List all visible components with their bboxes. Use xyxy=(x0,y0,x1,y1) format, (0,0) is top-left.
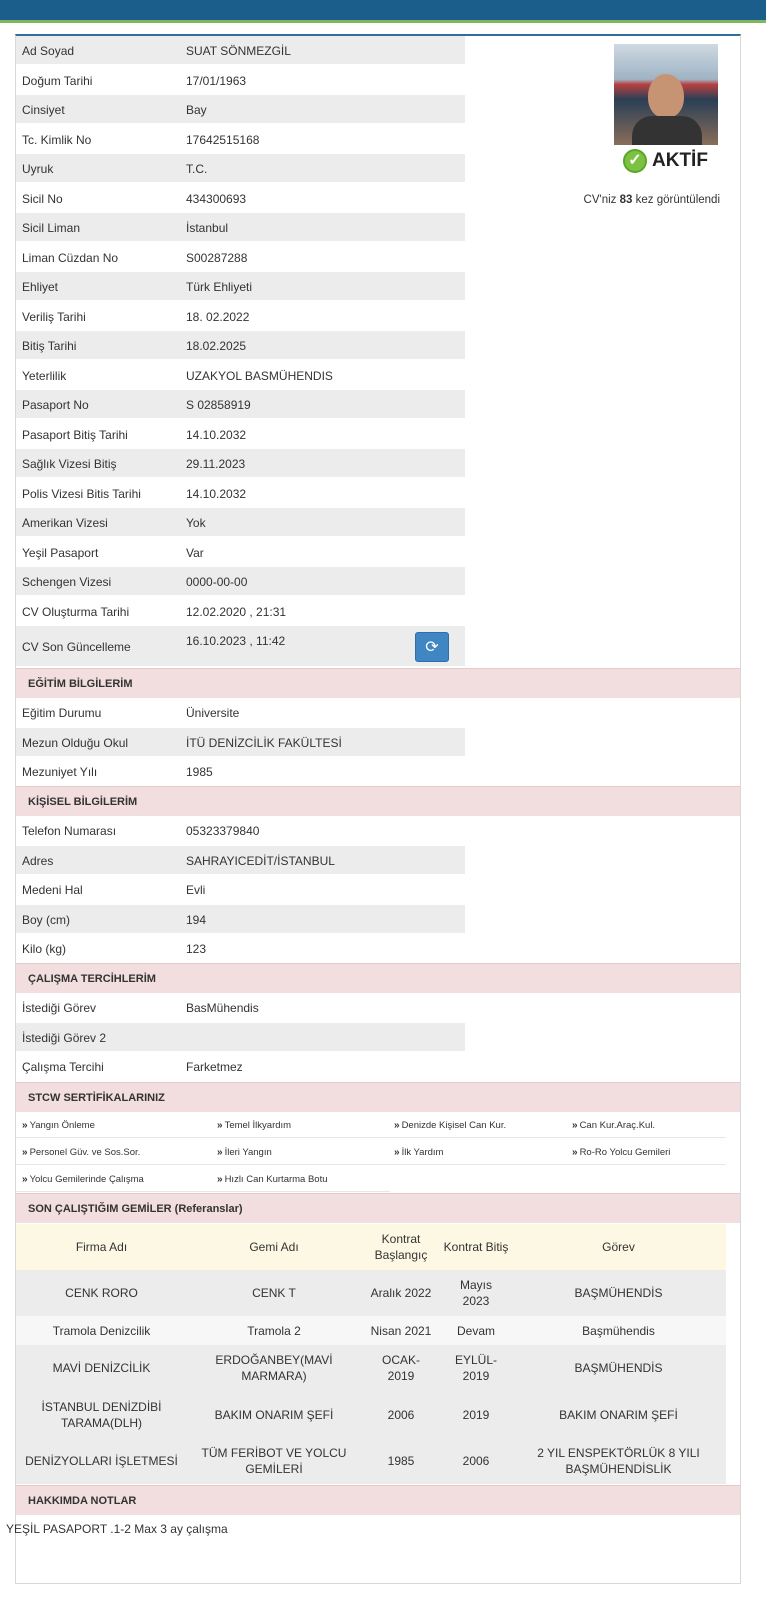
profile-row xyxy=(16,420,465,449)
education-section-title: EĞİTİM BİLGİLERİM xyxy=(28,678,133,690)
education-row xyxy=(16,728,465,757)
profile-label: CV Son Güncelleme xyxy=(22,640,131,654)
profile-row xyxy=(16,508,465,537)
preferences-label: İstediği Görev xyxy=(22,1001,97,1015)
education-section xyxy=(16,668,740,698)
notes-section-title: HAKKIMDA NOTLAR xyxy=(28,1495,137,1507)
profile-row xyxy=(16,36,465,65)
profile-value: 29.11.2023 xyxy=(186,457,246,471)
ships-table-row xyxy=(16,1316,726,1345)
cert-item[interactable] xyxy=(572,1120,655,1131)
profile-row xyxy=(16,538,465,567)
preferences-row xyxy=(16,1023,465,1052)
profile-value: Türk Ehliyeti xyxy=(186,280,253,294)
personal-section xyxy=(16,786,740,816)
profile-value: 18. 02.2022 xyxy=(186,309,250,324)
chevron-right-icon: » xyxy=(572,1147,578,1158)
preferences-row xyxy=(16,1052,465,1081)
ships-section xyxy=(16,1193,740,1223)
cert-item[interactable] xyxy=(217,1120,291,1131)
profile-value: 14.10.2032 xyxy=(186,486,247,501)
preferences-row xyxy=(16,993,465,1022)
personal-row xyxy=(16,934,465,963)
education-label: Eğitim Durumu xyxy=(22,706,102,720)
ships-cell: 2 YIL ENSPEKTÖRLÜK 8 YILI BAŞMÜHENDİSLİK xyxy=(537,1446,700,1476)
view-suffix: kez görüntülendi xyxy=(632,194,720,206)
cert-item[interactable] xyxy=(217,1147,272,1158)
profile-row xyxy=(16,597,465,626)
profile-row xyxy=(16,154,465,183)
profile-label: Bitiş Tarihi xyxy=(22,339,77,353)
check-icon: ✓ xyxy=(623,149,647,173)
ships-table-row xyxy=(16,1438,726,1484)
personal-row xyxy=(16,816,465,845)
chevron-right-icon: » xyxy=(572,1120,578,1131)
profile-row xyxy=(16,213,465,242)
personal-row xyxy=(16,846,465,875)
ships-cell: 2006 xyxy=(387,1407,415,1422)
profile-row xyxy=(16,626,465,667)
cert-label: Can Kur.Araç.Kul. xyxy=(579,1120,656,1131)
profile-row xyxy=(16,302,465,331)
chevron-right-icon: » xyxy=(394,1120,400,1131)
profile-row xyxy=(16,567,465,596)
ships-header-cell: Firma Adı xyxy=(75,1240,128,1254)
profile-value: 16.10.2023 , 11:42 xyxy=(186,634,286,648)
ships-cell: 2019 xyxy=(462,1407,490,1422)
ships-cell: Nisan 2021 xyxy=(370,1323,432,1338)
preferences-section xyxy=(16,963,740,993)
personal-value: Evli xyxy=(186,883,206,897)
view-count xyxy=(560,194,720,206)
profile-label: Ehliyet xyxy=(22,280,59,294)
ships-cell: DENİZYOLLARI İŞLETMESİ xyxy=(25,1454,178,1468)
preferences-label: Çalışma Tercihi xyxy=(22,1060,104,1074)
personal-label: Boy (cm) xyxy=(22,912,70,927)
cert-label: İleri Yangın xyxy=(224,1147,272,1158)
education-value: İTÜ DENİZCİLİK FAKÜLTESİ xyxy=(186,735,342,750)
profile-value: Var xyxy=(186,545,204,560)
ships-table-header xyxy=(16,1224,726,1270)
personal-label: Kilo (kg) xyxy=(22,942,67,956)
personal-value: 05323379840 xyxy=(186,824,260,838)
ships-table-row xyxy=(16,1391,726,1438)
education-value: Üniversite xyxy=(186,706,240,720)
preferences-value: Farketmez xyxy=(186,1060,243,1074)
profile-label: Sicil Liman xyxy=(22,221,81,235)
ships-cell: EYLÜL-2019 xyxy=(454,1353,498,1383)
profile-label: Tc. Kimlik No xyxy=(22,132,92,147)
preferences-value: BasMühendis xyxy=(186,1001,259,1015)
education-value: 1985 xyxy=(186,765,213,779)
ships-header-cell: Kontrat Bitiş xyxy=(443,1240,509,1254)
profile-row xyxy=(16,449,465,478)
ships-cell: Başmühendis xyxy=(582,1323,655,1338)
view-number: 83 xyxy=(619,194,633,206)
photo-face xyxy=(648,74,684,118)
profile-row xyxy=(16,479,465,508)
education-label: Mezun Olduğu Okul xyxy=(22,735,129,750)
profile-label: Sicil No xyxy=(22,191,63,206)
cert-item[interactable] xyxy=(394,1147,443,1158)
profile-value: 0000-00-00 xyxy=(186,575,248,589)
view-prefix: CV'niz xyxy=(583,194,620,206)
profile-label: Amerikan Vizesi xyxy=(22,516,108,530)
cert-item[interactable] xyxy=(394,1120,506,1131)
profile-value: Yok xyxy=(186,516,206,530)
profile-row xyxy=(16,243,465,272)
profile-value: SUAT SÖNMEZGİL xyxy=(186,44,291,58)
profile-row xyxy=(16,95,465,124)
chevron-right-icon: » xyxy=(217,1120,223,1131)
ships-header-cell: Gemi Adı xyxy=(249,1240,299,1254)
stcw-section xyxy=(16,1082,740,1112)
profile-row xyxy=(16,331,465,360)
ships-cell: CENK T xyxy=(252,1286,296,1300)
ships-cell: TÜM FERİBOT VE YOLCU GEMİLERİ xyxy=(201,1446,347,1476)
profile-row xyxy=(16,361,465,390)
ships-cell: Devam xyxy=(456,1323,495,1338)
profile-label: Schengen Vizesi xyxy=(22,575,112,589)
photo-shirt xyxy=(632,116,702,145)
personal-label: Adres xyxy=(22,853,54,868)
cert-label: Temel İlkyardım xyxy=(224,1120,292,1131)
education-row xyxy=(16,698,465,727)
profile-value: İstanbul xyxy=(186,221,229,235)
profile-row xyxy=(16,184,465,213)
notes-text: YEŞİL PASAPORT .1-2 Max 3 ay çalışma xyxy=(6,1522,228,1536)
personal-row xyxy=(16,905,465,934)
chevron-right-icon: » xyxy=(217,1147,223,1158)
profile-value: 17/01/1963 xyxy=(186,73,247,88)
ships-cell: BAKIM ONARIM ŞEFİ xyxy=(214,1407,334,1422)
notes-section xyxy=(16,1485,740,1515)
profile-row xyxy=(16,390,465,419)
ships-table-row xyxy=(16,1345,726,1391)
cert-item[interactable] xyxy=(572,1147,670,1158)
ships-cell: İSTANBUL DENİZDİBİ TARAMA(DLH) xyxy=(41,1399,162,1430)
chevron-right-icon: » xyxy=(22,1120,28,1131)
profile-label: Doğum Tarihi xyxy=(22,73,93,88)
profile-photo xyxy=(614,44,718,145)
profile-value: 12.02.2020 , 21:31 xyxy=(186,604,287,619)
profile-value: 17642515168 xyxy=(186,132,260,147)
refresh-button[interactable] xyxy=(415,632,449,662)
education-row xyxy=(16,757,465,786)
ships-cell: 2006 xyxy=(462,1454,490,1468)
ships-cell: BAŞMÜHENDİS xyxy=(574,1286,663,1300)
profile-label: Cinsiyet xyxy=(22,103,65,117)
profile-label: Pasaport No xyxy=(22,398,89,412)
personal-value: SAHRAYICEDİT/İSTANBUL xyxy=(186,853,335,868)
profile-value: S 02858919 xyxy=(186,398,251,412)
cert-label: Personel Güv. ve Sos.Sor. xyxy=(29,1147,141,1158)
cert-label: Ro-Ro Yolcu Gemileri xyxy=(579,1147,671,1158)
ships-section-title: SON ÇALIŞTIĞIM GEMİLER (Referanslar) xyxy=(28,1203,243,1215)
profile-label: Sağlık Vizesi Bitiş xyxy=(22,457,117,471)
ships-cell: MAVİ DENİZCİLİK xyxy=(52,1361,151,1375)
chevron-right-icon: » xyxy=(217,1174,223,1185)
preferences-label: İstediği Görev 2 xyxy=(22,1030,107,1045)
top-bar xyxy=(0,0,766,23)
ships-cell: BAŞMÜHENDİS xyxy=(574,1361,663,1375)
profile-label: Polis Vizesi Bitis Tarihi xyxy=(22,486,141,501)
profile-label: Ad Soyad xyxy=(22,44,75,58)
personal-row xyxy=(16,875,465,904)
ships-cell: OCAK-2019 xyxy=(381,1353,420,1383)
profile-value: S00287288 xyxy=(186,250,248,265)
profile-label: Yeterlilik xyxy=(22,368,67,383)
profile-label: Pasaport Bitiş Tarihi xyxy=(22,427,128,442)
chevron-right-icon: » xyxy=(394,1147,400,1158)
ships-cell: CENK RORO xyxy=(65,1286,138,1300)
chevron-right-icon: » xyxy=(22,1147,28,1158)
ships-cell: Aralık 2022 xyxy=(370,1286,432,1300)
profile-value: T.C. xyxy=(186,162,208,176)
ships-cell: BAKIM ONARIM ŞEFİ xyxy=(559,1407,678,1422)
preferences-section-title: ÇALIŞMA TERCİHLERİM xyxy=(28,973,156,985)
cert-label: Yangın Önleme xyxy=(29,1120,95,1131)
cert-item[interactable] xyxy=(22,1120,95,1131)
profile-row xyxy=(16,66,465,95)
ships-cell: ERDOĞANBEY(MAVİ MARMARA) xyxy=(215,1353,333,1383)
profile-label: Uyruk xyxy=(22,162,54,176)
cert-label: Denizde Kişisel Can Kur. xyxy=(401,1120,507,1131)
chevron-right-icon: » xyxy=(22,1174,28,1185)
ships-table-row xyxy=(16,1270,726,1316)
cert-label: Yolcu Gemilerinde Çalışma xyxy=(29,1174,144,1185)
cert-item[interactable] xyxy=(22,1147,140,1158)
cert-item[interactable] xyxy=(217,1174,328,1185)
profile-value: 14.10.2032 xyxy=(186,427,247,442)
personal-label: Telefon Numarası xyxy=(22,824,117,838)
education-label: Mezuniyet Yılı xyxy=(22,765,98,779)
profile-label: Veriliş Tarihi xyxy=(22,309,86,324)
profile-label: Yeşil Pasaport xyxy=(22,545,99,560)
personal-section-title: KİŞİSEL BİLGİLERİM xyxy=(28,796,138,808)
stcw-section-title: STCW SERTİFİKALARINIZ xyxy=(28,1092,165,1104)
ships-header-cell: Görev xyxy=(602,1240,635,1254)
personal-value: 194 xyxy=(186,912,207,927)
profile-row xyxy=(16,272,465,301)
profile-value: 18.02.2025 xyxy=(186,339,247,353)
profile-value: Bay xyxy=(186,103,207,117)
ships-cell: Tramola Denizcilik xyxy=(52,1323,151,1338)
ships-cell: 1985 xyxy=(387,1454,415,1468)
profile-label: CV Oluşturma Tarihi xyxy=(22,604,130,619)
ships-cell: Tramola 2 xyxy=(247,1323,301,1338)
profile-row xyxy=(16,125,465,154)
profile-value: UZAKYOL BASMÜHENDIS xyxy=(186,368,333,383)
cert-label: Hızlı Can Kurtarma Botu xyxy=(224,1174,328,1185)
status-text: AKTİF xyxy=(652,150,708,171)
personal-value: 123 xyxy=(186,942,207,956)
cert-item[interactable] xyxy=(22,1174,144,1185)
ships-cell: Mayıs 2023 xyxy=(459,1278,492,1308)
status-badge xyxy=(618,146,719,176)
cert-label: İlk Yardım xyxy=(401,1147,444,1158)
refresh-icon: ⟳ xyxy=(425,639,439,656)
ships-header-cell: Kontrat Başlangıç xyxy=(374,1232,428,1262)
profile-value: 434300693 xyxy=(186,191,247,206)
personal-label: Medeni Hal xyxy=(22,883,83,897)
profile-label: Liman Cüzdan No xyxy=(22,250,119,265)
